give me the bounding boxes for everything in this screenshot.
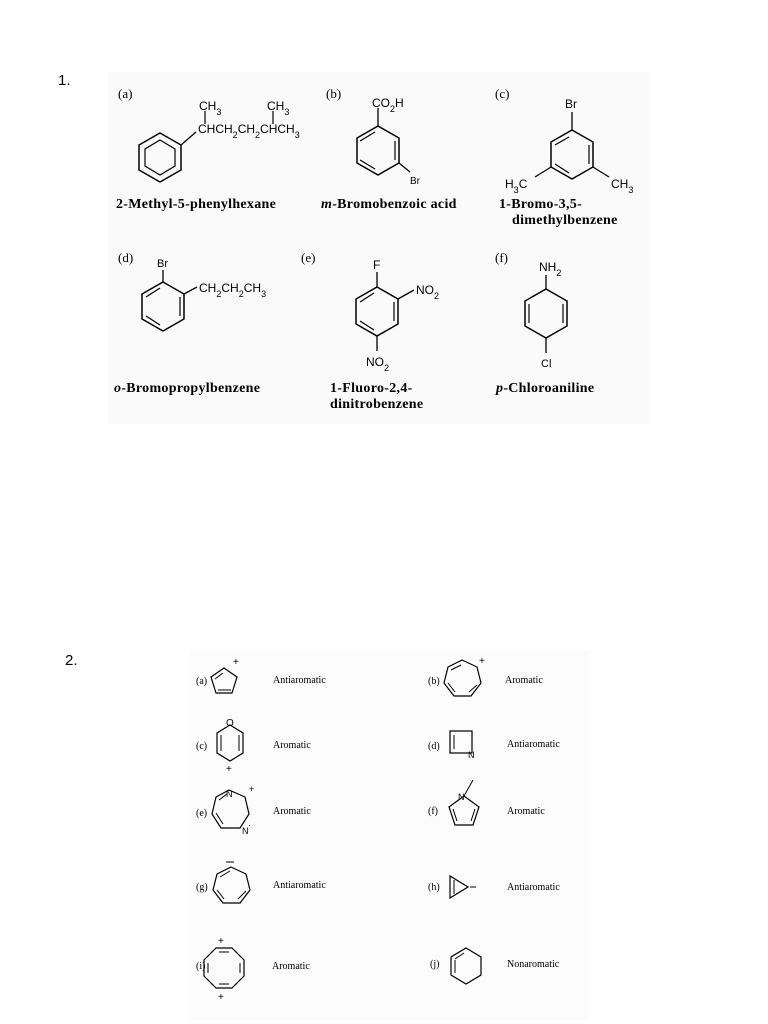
svg-text:N: N (468, 750, 475, 760)
q1-item-c-h3c: $H_3C$ (505, 177, 528, 195)
q1-item-a-ch3-left: $CH_3$ (199, 99, 222, 117)
q1-item-e-name-line2: dinitrobenzene (330, 397, 424, 412)
question-2-number: 2. (65, 652, 78, 669)
q1-item-a-letter: (a) (118, 86, 133, 101)
q2-item-h-label: Antiaromatic (507, 882, 560, 893)
svg-text:+: + (226, 764, 232, 775)
q1-item-b-name: m-Bromobenzoic acid (321, 197, 457, 212)
q1-item-d-letter: (d) (118, 250, 134, 265)
q2-item-g-letter: (g) (196, 882, 208, 893)
q1-item-c-letter: (c) (495, 86, 510, 101)
q2-item-i-letter: (i) (196, 961, 206, 972)
q1-item-c-name-line2: dimethylbenzene (512, 213, 618, 228)
svg-text:+: + (218, 936, 224, 947)
q2-item-f-letter: (f) (428, 806, 438, 817)
svg-text:N: N (226, 789, 233, 799)
q1-item-e-f: F (373, 258, 381, 272)
q1-item-f-letter: (f) (495, 250, 508, 265)
q2-item-c-letter: (c) (196, 741, 208, 752)
q2-item-d-label: Antiaromatic (507, 739, 560, 750)
q1-item-f-cl: Cl (541, 358, 552, 370)
q2-item-a-letter: (a) (196, 676, 208, 687)
q2-item-g-label: Antiaromatic (273, 880, 326, 891)
q1-item-c-ch3: $CH_3$ (611, 177, 634, 195)
q1-item-f-nh2: $NH_2$ (539, 260, 562, 278)
q2-item-a-label: Antiaromatic (273, 675, 326, 686)
svg-text:+: + (233, 657, 239, 668)
q1-item-b-br: Br (410, 176, 420, 187)
q1-item-c-name-line1: 1-Bromo-3,5- (499, 197, 583, 212)
question-1-panel (108, 72, 650, 424)
q2-item-e-label: Aromatic (273, 806, 311, 817)
q1-item-e-no2-right: $NO_2$ (416, 283, 440, 301)
q1-item-f-name: p-Chloroaniline (496, 381, 595, 396)
svg-text:+: + (249, 784, 255, 794)
q1-item-a-name: 2-Methyl-5-phenylhexane (116, 197, 277, 212)
q2-item-h-letter: (h) (428, 882, 440, 893)
svg-text:N: N (458, 792, 465, 802)
q1-item-e-no2-bottom: $NO_2$ (366, 355, 390, 373)
q1-item-d-chain: $CH_2CH_2CH_3$ (199, 281, 267, 299)
q2-item-b-label: Aromatic (505, 675, 543, 686)
svg-text:+: + (218, 992, 224, 1003)
q1-item-e-name-line1: 1-Fluoro-2,4- (330, 381, 413, 396)
question-1-number: 1. (58, 72, 71, 89)
q2-item-e-letter: (e) (196, 808, 208, 819)
q2-item-j-structure (0, 0, 1, 1)
svg-text:N: N (242, 826, 249, 836)
q2-item-j-letter: (j) (430, 959, 440, 970)
q2-item-i-label: Aromatic (272, 961, 310, 972)
svg-text:O: O (226, 718, 234, 729)
q1-item-d-br: Br (157, 258, 168, 270)
q1-item-b-letter: (b) (326, 86, 342, 101)
q1-item-a-chain: $CHCH_2CH_2CHCH_3$ (198, 122, 300, 140)
q1-item-d-name: o-Bromopropylbenzene (114, 381, 261, 396)
q1-item-e-letter: (e) (301, 250, 316, 265)
q1-item-c-br: Br (565, 97, 577, 111)
q1-item-a-ch3-right: $CH_3$ (267, 99, 290, 117)
q2-item-f-label: Aromatic (507, 806, 545, 817)
svg-text:·: · (248, 820, 251, 830)
q2-item-d-letter: (d) (428, 741, 440, 752)
q2-item-c-label: Aromatic (273, 740, 311, 751)
q1-item-b-co2h: $CO_2H$ (372, 96, 404, 114)
svg-text:+: + (479, 656, 485, 667)
q2-item-b-letter: (b) (428, 676, 440, 687)
q2-item-j-label: Nonaromatic (507, 959, 560, 970)
